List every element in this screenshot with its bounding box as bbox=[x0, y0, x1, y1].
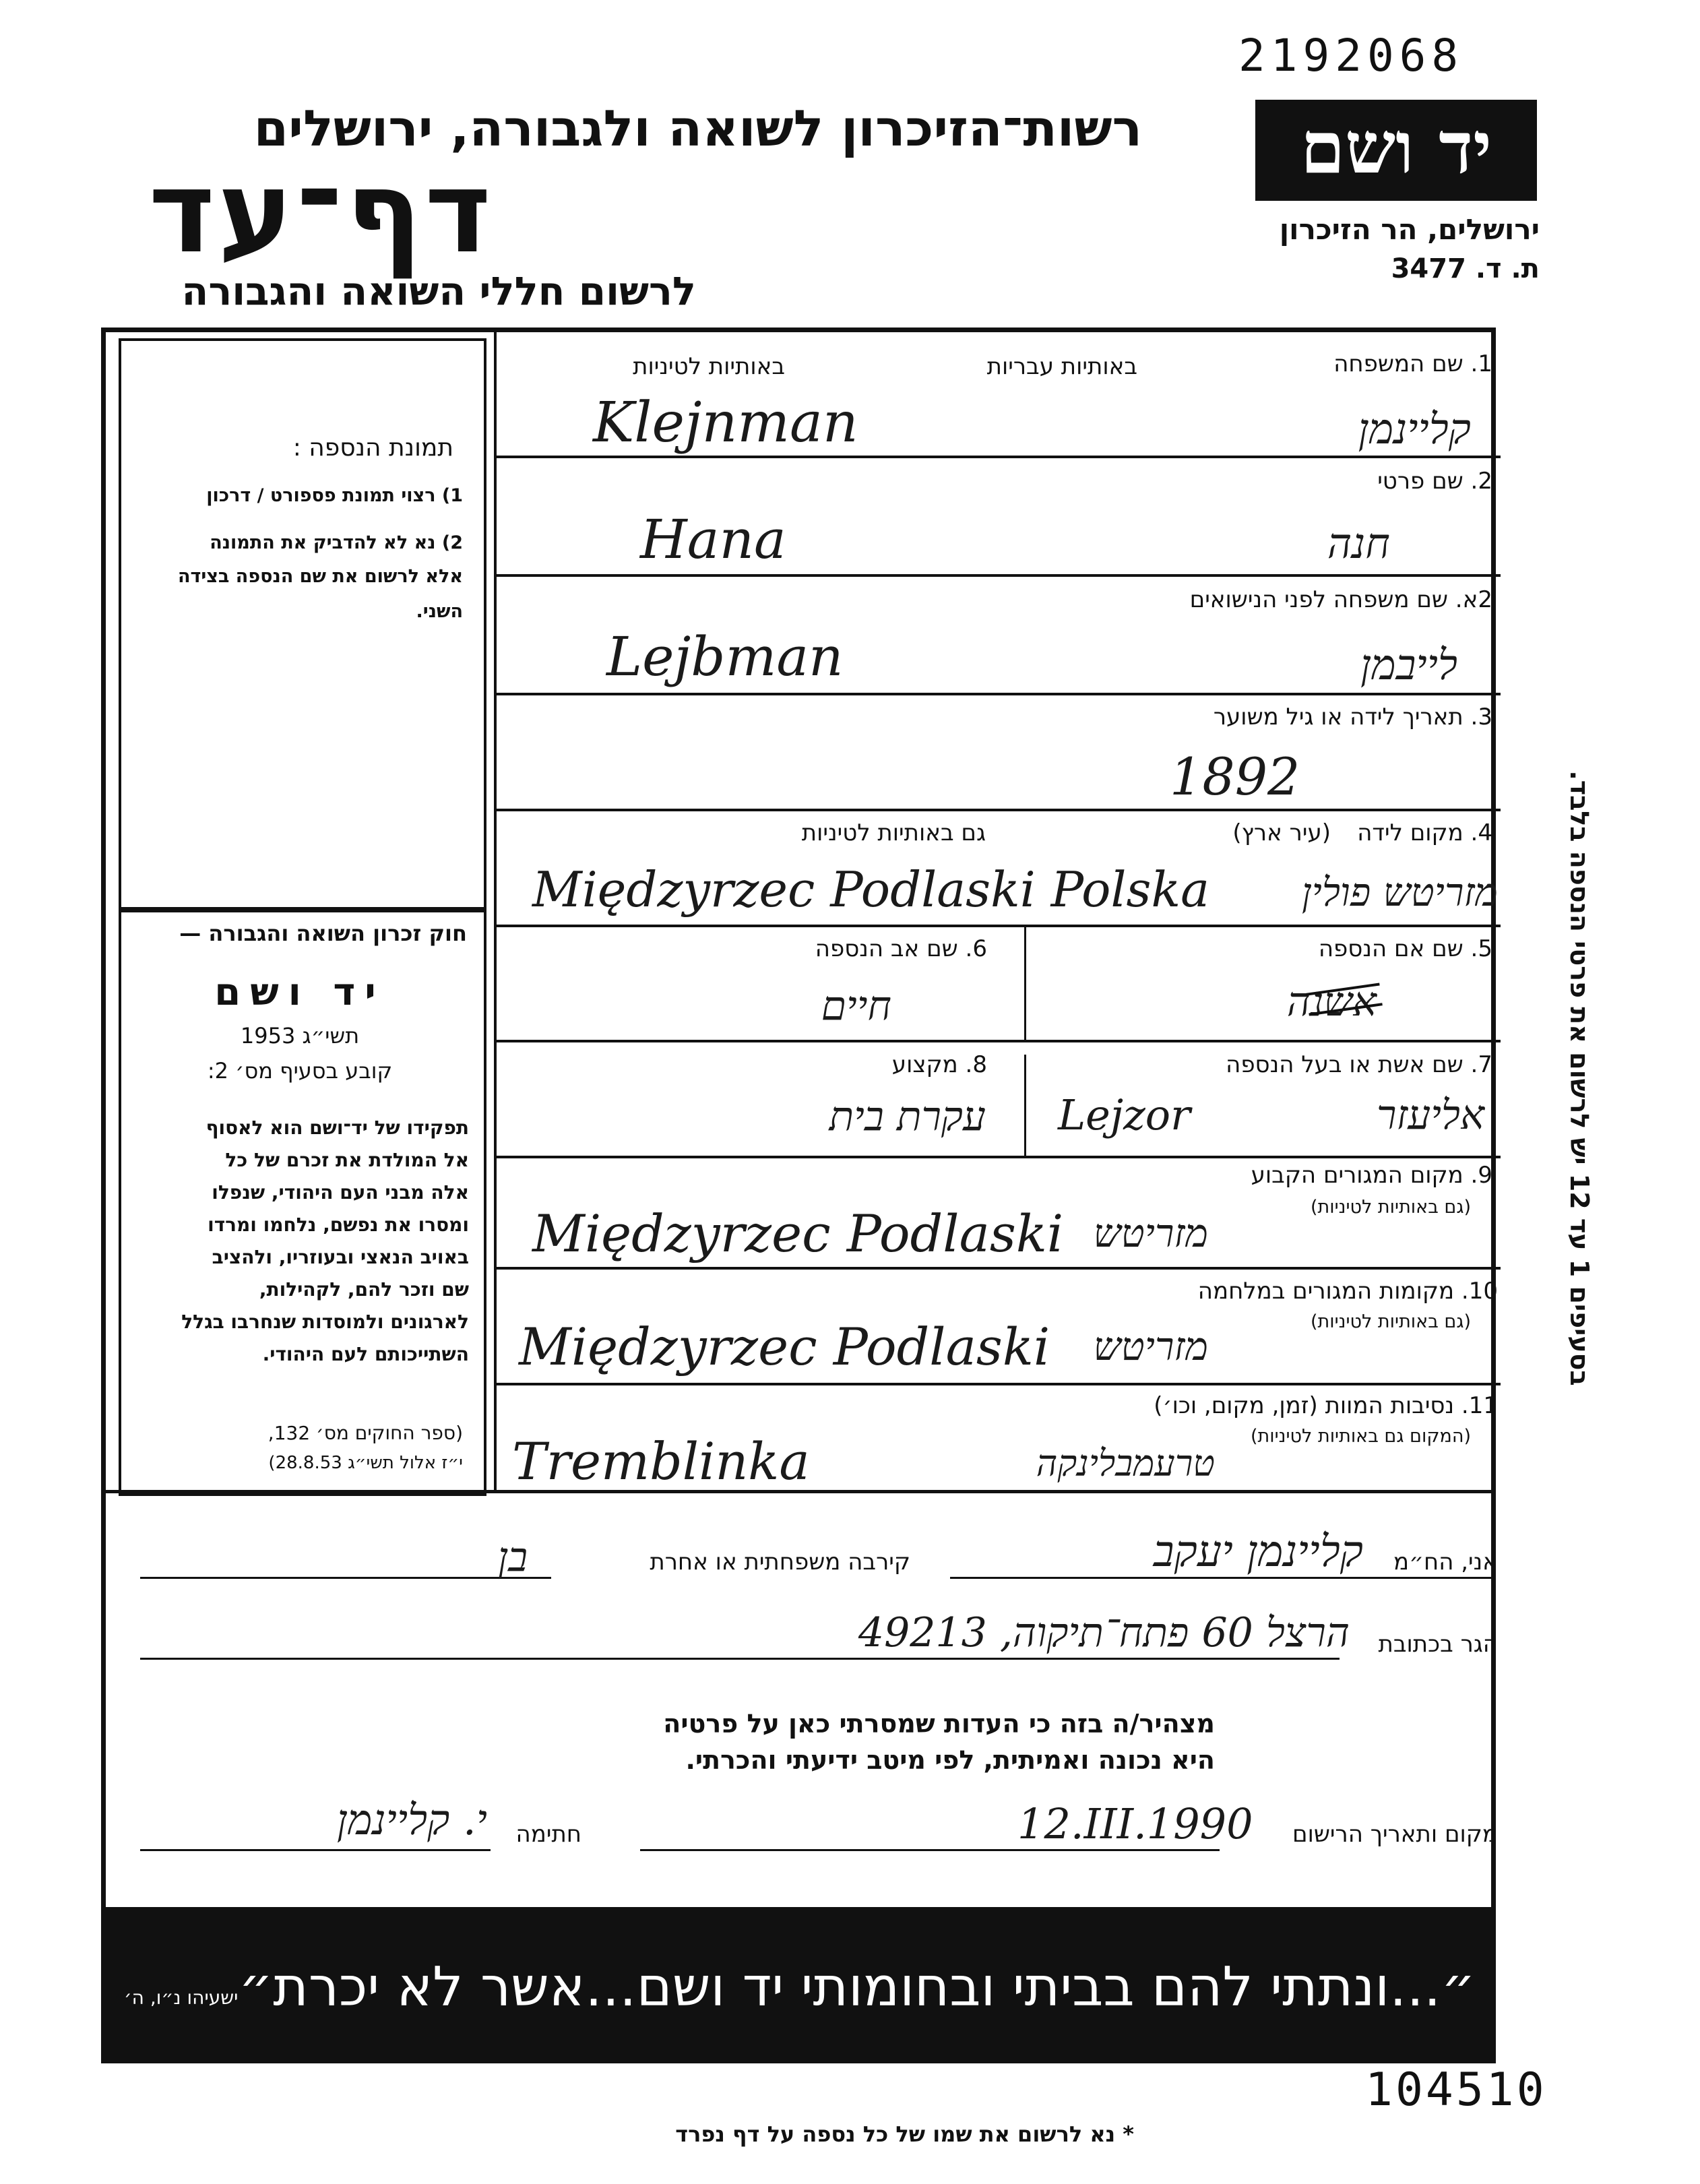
law-body bbox=[132, 1112, 469, 1371]
field-9-label: 9. מקום המגורים הקבוע bbox=[1251, 1162, 1492, 1189]
field-7-latin-value[interactable]: Lejzor bbox=[1058, 1090, 1191, 1140]
row-rule-9 bbox=[495, 1383, 1501, 1385]
form-number: 2192068 bbox=[1238, 30, 1464, 82]
row-rule-5 bbox=[495, 925, 1501, 927]
footer-note: * נא לרשום את שמו של כל נספה על דף נפרד bbox=[675, 2121, 1134, 2147]
org-line: רשות־הזיכרון לשואה ולגבורה, ירושלים bbox=[253, 100, 1142, 158]
banner-quote: ״...ונתתי להם בביתי ובחומותי יד ושם...אשר לא יכרת״ bbox=[238, 1956, 1476, 2018]
field-4-label: 4. מקום לידה bbox=[1357, 819, 1492, 846]
law-ref-1: (ספר החוקים מס׳ 132, bbox=[267, 1422, 463, 1444]
field-2a-label: 2א. שם משפחה לפני הנישואים bbox=[1189, 586, 1492, 613]
law-body-line: לארגונים ולמוסדות שנחרבו בגלל bbox=[181, 1311, 469, 1333]
address-label: הגר בכתובת bbox=[1378, 1631, 1498, 1658]
row-rule-8 bbox=[495, 1267, 1501, 1270]
field-4-hebrew-value[interactable]: מזריטש פולין bbox=[1301, 869, 1498, 915]
serial-number: 104510 bbox=[1365, 2063, 1547, 2117]
law-title: חוק זכרון השואה והגבורה — bbox=[179, 921, 467, 946]
field-3-label: 3. תאריך לידה או גיל משוער bbox=[1213, 704, 1492, 730]
relation-line bbox=[140, 1577, 551, 1579]
signature-line bbox=[140, 1849, 491, 1851]
side-note: בסעיפים 1 עד 12 יש לרשום את פרטי הנספה בלבד. bbox=[1565, 770, 1594, 1386]
field-8-label: 8. מקצוע bbox=[891, 1051, 987, 1078]
photo-note-1: 1) רצוי תמונת פספורט / דרכון bbox=[206, 485, 463, 506]
field-6-value[interactable]: חיים bbox=[821, 982, 891, 1030]
field-6-label: 6. שם אב הנספה bbox=[815, 935, 987, 962]
field-11-latin-value[interactable]: Tremblinka bbox=[512, 1431, 810, 1491]
field-2-hebrew-value[interactable]: חנה bbox=[1327, 519, 1390, 568]
row-rule-3 bbox=[495, 693, 1501, 695]
signature-label: חתימה bbox=[515, 1821, 581, 1848]
field-9-latin-value[interactable]: Międzyrzec Podlaski bbox=[532, 1204, 1064, 1263]
address-value[interactable]: הרצל 60 פתח־תיקוה, 49213 bbox=[858, 1609, 1350, 1656]
field-7-hebrew-value[interactable]: אליעזר bbox=[1377, 1092, 1484, 1139]
field-10-label: 10. מקומות המגורים במלחמה bbox=[1197, 1278, 1498, 1305]
law-ref-2: י״ז אלול תשי״ג 28.8.53) bbox=[268, 1453, 463, 1473]
field-column-divider bbox=[494, 327, 497, 1492]
declarant-value[interactable]: קליינמן יעקב bbox=[1153, 1527, 1363, 1577]
field-4-latin-value[interactable]: Międzyrzec Podlaski Polska bbox=[532, 861, 1210, 918]
law-body-line: השתייכותם לעם היהודי. bbox=[262, 1343, 469, 1365]
address-line1: ירושלים, הר הזיכרון bbox=[1279, 213, 1540, 246]
field-5-value[interactable]: אשנה bbox=[1286, 978, 1377, 1026]
declarant-label: אני, הח״מ bbox=[1393, 1549, 1498, 1575]
row-5-6-divider bbox=[1024, 925, 1026, 1040]
address-line2: ת. ד. 3477 bbox=[1391, 253, 1540, 284]
photo-note-2a: 2) נא לא להדביק את התמונה bbox=[210, 532, 463, 553]
law-clause: קובע בסעיף מס׳ 2: bbox=[207, 1058, 393, 1084]
field-2-latin-value[interactable]: Hana bbox=[640, 508, 786, 571]
field-1-hebrew-value[interactable]: קליינמן bbox=[1358, 404, 1471, 454]
law-body-line: תפקידו של יד־ושם הוא לאסוף bbox=[206, 1117, 469, 1139]
field-1-latin-value[interactable]: Klejnman bbox=[593, 391, 858, 455]
field-10-latin-value[interactable]: Międzyrzec Podlaski bbox=[519, 1317, 1050, 1377]
field-2-label: 2. שם פרטי bbox=[1377, 468, 1492, 495]
relation-value[interactable]: בן bbox=[497, 1534, 528, 1581]
statement-line-2: היא נכונה ואמיתית, לפי מיטב ידיעתי והכרתי. bbox=[685, 1745, 1215, 1775]
row-7-8-divider bbox=[1024, 1055, 1026, 1156]
row-rule-2 bbox=[495, 574, 1501, 577]
photo-box bbox=[119, 338, 486, 910]
quote-banner bbox=[101, 1907, 1496, 2063]
declarant-line bbox=[950, 1577, 1496, 1579]
photo-note-2c: השני. bbox=[416, 601, 463, 622]
field-11-label: 11. נסיבות המוות (זמן, מקום, וכו׳) bbox=[1154, 1392, 1498, 1419]
field-9-hebrew-value[interactable]: מזריטש bbox=[1093, 1210, 1208, 1256]
law-body-line: אל המולדת את זכרם של כל bbox=[225, 1149, 469, 1171]
field-11-hint: (המקום גם באותיות לטיניות) bbox=[1250, 1426, 1471, 1447]
field-3-value[interactable]: 1892 bbox=[1170, 747, 1300, 807]
law-body-line: אלה מבני העם היהודי, שנפלו bbox=[212, 1181, 469, 1204]
law-body-line: באויב הנאצי ובעוזריו, ולהציב bbox=[212, 1246, 469, 1268]
statement-line-1: מצהיר/ה בזה כי העדות שמסרתי כאן על פרטיה bbox=[663, 1709, 1215, 1739]
field-4-latin-hint: גם באותיות לטיניות bbox=[801, 819, 986, 846]
form-subtitle: לרשום חללי השואה והגבורה bbox=[181, 268, 696, 314]
banner-source: ישעיהו נ״ו, ה׳ bbox=[124, 1987, 239, 2009]
row-rule-7 bbox=[495, 1156, 1501, 1158]
yad-vashem-logo bbox=[1255, 100, 1537, 201]
photo-note-2b: אלא לרשום את שם הנספה בצידה bbox=[177, 566, 463, 587]
field-5-label: 5. שם אם הנספה bbox=[1318, 935, 1492, 962]
date-value[interactable]: 12.III.1990 bbox=[1017, 1799, 1253, 1848]
row-rule-1 bbox=[495, 456, 1501, 458]
relation-label: קירבה משפחתית או אחרת bbox=[650, 1549, 910, 1575]
row-rule-6 bbox=[495, 1040, 1501, 1042]
signature-value[interactable]: י. קליינמן bbox=[336, 1795, 487, 1844]
field-10-hebrew-value[interactable]: מזריטש bbox=[1093, 1323, 1208, 1369]
row-rule-4 bbox=[495, 809, 1501, 811]
field-7-label: 7. שם אשת או בעל הנספה bbox=[1226, 1051, 1492, 1078]
col-hebrew-label: באותיות עבריות bbox=[986, 353, 1137, 380]
field-2a-hebrew-value[interactable]: לייבמן bbox=[1360, 640, 1457, 689]
field-1-label: 1. שם המשפחה bbox=[1333, 350, 1492, 377]
date-line bbox=[640, 1849, 1220, 1851]
form-title: דף־עד bbox=[148, 146, 494, 278]
photo-title: תמונת הנספה : bbox=[292, 434, 453, 462]
address-line bbox=[140, 1658, 1340, 1660]
logo-text: יד ושם bbox=[1300, 105, 1492, 189]
col-latin-label: באותיות לטיניות bbox=[633, 353, 785, 380]
field-2a-latin-value[interactable]: Lejbman bbox=[606, 625, 844, 688]
field-4-hint: (עיר ארץ) bbox=[1232, 819, 1331, 846]
law-name: יד ושם bbox=[214, 970, 385, 1014]
field-9-hint: (גם באותיות לטיניות) bbox=[1310, 1197, 1471, 1218]
date-label: מקום ותאריך הרישום bbox=[1292, 1821, 1498, 1848]
law-body-line: ומסרו את נפשם, נלחמו ומרדו bbox=[208, 1214, 469, 1236]
law-body-line: שם וזכר להם, לקהילות, bbox=[259, 1278, 469, 1301]
field-11-hebrew-value[interactable]: טרעמבלינקה bbox=[1036, 1442, 1215, 1485]
law-year: תשי״ג 1953 bbox=[240, 1023, 360, 1049]
field-8-value[interactable]: עקרת בית bbox=[829, 1093, 986, 1140]
field-10-hint: (גם באותיות לטיניות) bbox=[1310, 1311, 1471, 1332]
